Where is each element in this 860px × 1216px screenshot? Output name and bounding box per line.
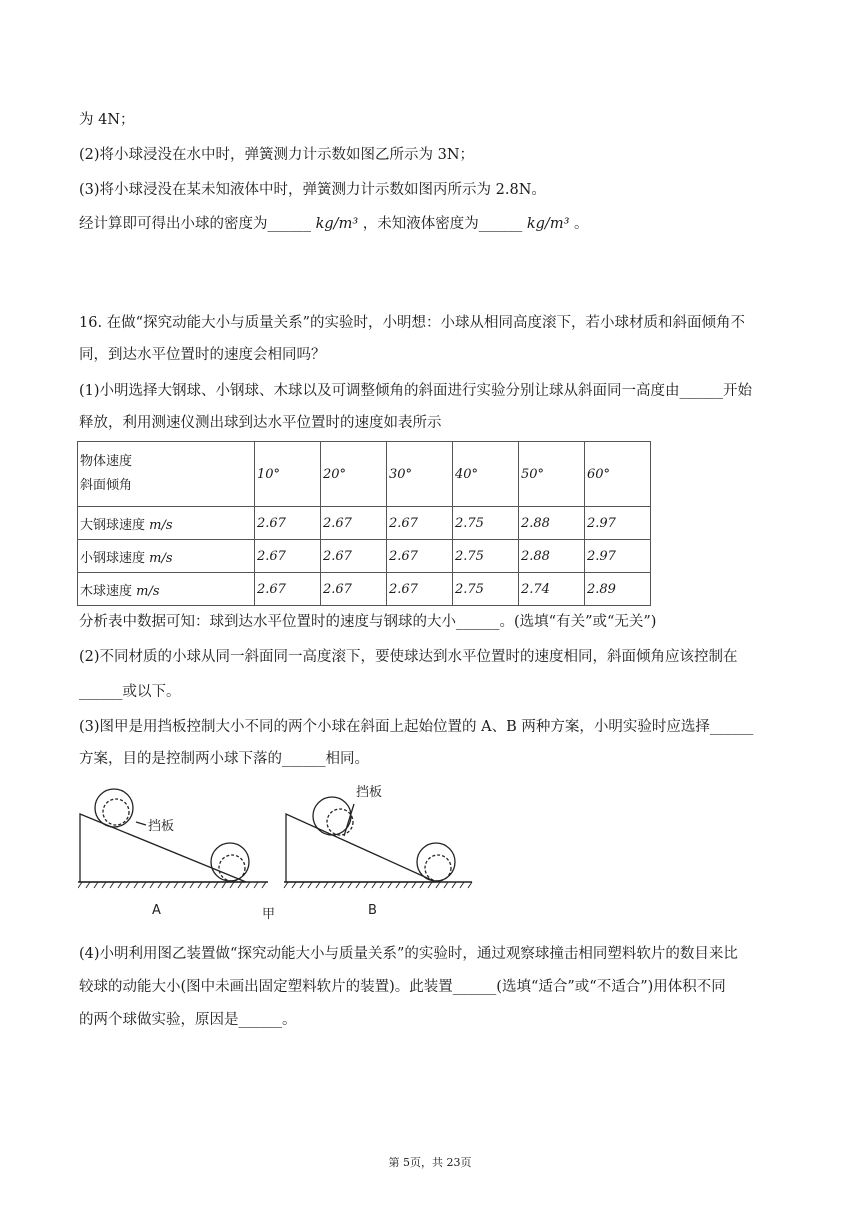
question-part: ______或以下。	[79, 684, 181, 700]
row-label	[78, 507, 255, 540]
table-header-cell: 10°	[255, 442, 321, 507]
large-ball-b	[313, 797, 351, 835]
small-ball-a	[103, 799, 129, 825]
question-part: (2)不同材质的小球从同一斜面同一高度滚下，要使球达到水平位置时的速度相同，斜面倾角应该控制在	[79, 649, 738, 665]
text-line	[79, 214, 589, 234]
table-cell: 2.75	[453, 540, 519, 573]
incline-figure	[78, 782, 498, 922]
table-cell: 2.67	[321, 540, 387, 573]
table-corner-header	[78, 442, 255, 507]
row-unit: m/s	[149, 517, 173, 533]
row-label-text: 木球速度	[80, 583, 133, 599]
table-cell: 2.88	[519, 540, 585, 573]
diagram-b	[284, 797, 472, 888]
speed-table	[77, 441, 651, 606]
page-footer: 第 5页，共 23页	[388, 1156, 472, 1169]
question-part: (4)小明利用图乙装置做“探究动能大小与质量关系”的实验时，通过观察球撞击相同塑料软片的数目来比	[79, 946, 738, 962]
table-cell: 2.88	[519, 507, 585, 540]
row-label	[78, 573, 255, 606]
question-part: (1)小明选择大钢球、小钢球、木球以及可调整倾角的斜面进行实验分别让球从斜面同一高度由______开始	[79, 383, 753, 399]
text-line: (3)将小球浸没在某未知液体中时，弹簧测力计示数如图丙所示为 2.8N。	[79, 182, 546, 198]
table-cell: 2.67	[387, 540, 453, 573]
text-segment: 。	[574, 216, 589, 232]
small-ball-b-bottom	[425, 855, 451, 881]
table-cell: 2.67	[255, 573, 321, 606]
table-cell: 2.67	[255, 507, 321, 540]
table-row	[78, 540, 651, 573]
table-header-cell: 30°	[387, 442, 453, 507]
label-a: A	[152, 903, 161, 918]
table-header-row	[78, 442, 651, 507]
question-stem: 16. 在做“探究动能大小与质量关系”的实验时，小明想：小球从相同高度滚下，若小球材质和斜面倾角不	[79, 315, 745, 331]
question-stem: 同，到达水平位置时的速度会相同吗？	[79, 347, 326, 363]
table-cell: 2.67	[321, 573, 387, 606]
table-row	[78, 507, 651, 540]
text-segment: ，未知液体密度为______	[362, 216, 523, 232]
analysis-line: 分析表中数据可知：球到达水平位置时的速度与钢球的大小______。(选填“有关”或“无关”)	[79, 614, 657, 630]
header-top: 物体速度	[80, 454, 133, 469]
text-line: 为 4N；	[79, 112, 135, 128]
baffle-label-b: 挡板	[356, 785, 383, 800]
table-cell: 2.67	[255, 540, 321, 573]
header-bottom: 斜面倾角	[80, 478, 133, 493]
table-header-cell: 20°	[321, 442, 387, 507]
table-header-cell: 60°	[585, 442, 651, 507]
incline-b	[286, 814, 436, 882]
large-ball-a	[95, 789, 133, 827]
row-label-text: 大钢球速度	[80, 517, 146, 533]
text-line: (2)将小球浸没在水中时，弹簧测力计示数如图乙所示为 3N；	[79, 147, 475, 163]
table-cell: 2.67	[387, 507, 453, 540]
question-part: 释放，利用测速仪测出球到达水平位置时的速度如表所示	[79, 415, 442, 431]
question-part: 较球的动能大小(图中未画出固定塑料软片的装置)。此装置______(选填“适合”或“不适合”)用体积不同	[79, 979, 726, 995]
table-cell: 2.97	[585, 507, 651, 540]
row-label-text: 小钢球速度	[80, 550, 146, 566]
baffle-label-a: 挡板	[148, 819, 175, 834]
table-cell: 2.67	[387, 573, 453, 606]
question-part: 方案，目的是控制两小球下落的______相同。	[79, 751, 369, 767]
baffle-a	[136, 822, 146, 825]
table-cell: 2.89	[585, 573, 651, 606]
hatch-b	[284, 882, 472, 888]
hatch-a	[78, 882, 266, 888]
text-segment: 经计算即可得出小球的密度为______	[79, 216, 311, 232]
table-header-cell: 50°	[519, 442, 585, 507]
table-cell: 2.75	[453, 573, 519, 606]
unit: kg/m³	[315, 216, 359, 232]
table-cell: 2.97	[585, 540, 651, 573]
table-row	[78, 573, 651, 606]
table-header-cell: 40°	[453, 442, 519, 507]
table-cell: 2.75	[453, 507, 519, 540]
row-unit: m/s	[136, 583, 160, 599]
unit: kg/m³	[526, 216, 570, 232]
small-ball-b	[327, 809, 353, 835]
row-unit: m/s	[149, 550, 173, 566]
question-part: (3)图甲是用挡板控制大小不同的两个小球在斜面上起始位置的 A、B 两种方案，小明实验时应选择______	[79, 719, 754, 735]
table-cell: 2.74	[519, 573, 585, 606]
diagram-a	[78, 789, 268, 888]
label-b: B	[368, 903, 377, 918]
table-cell: 2.67	[321, 507, 387, 540]
question-part: 的两个球做实验，原因是______。	[79, 1012, 297, 1028]
figure-caption: 甲	[262, 907, 276, 922]
row-label	[78, 540, 255, 573]
